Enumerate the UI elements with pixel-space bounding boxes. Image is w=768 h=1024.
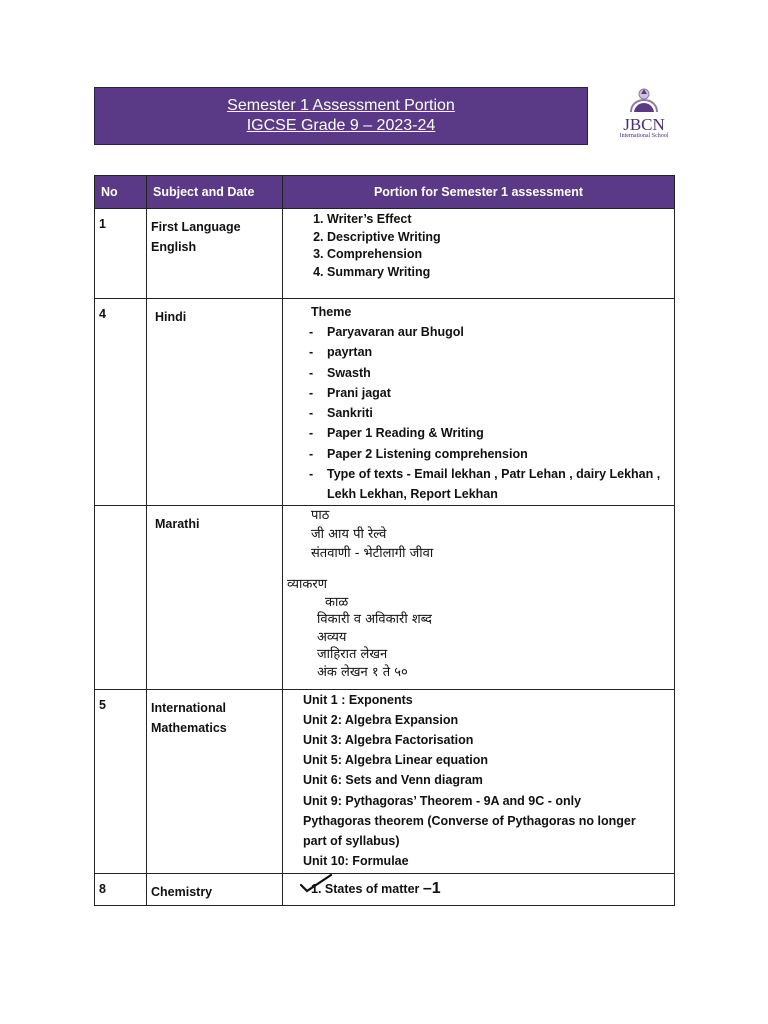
list-item: - Sankriti xyxy=(309,403,674,423)
list-item: अंक लेखन १ ते ५० xyxy=(317,664,408,680)
list-item: - Paper 2 Listening comprehension xyxy=(309,444,674,464)
list-item: जाहिरात लेखन xyxy=(317,647,388,663)
list-item: Unit 2: Algebra Expansion xyxy=(303,712,459,727)
subject-line: Chemistry xyxy=(151,884,213,899)
list-item: Unit 1 : Exponents xyxy=(303,692,413,707)
list-item: - Paryavaran aur Bhugol xyxy=(309,322,674,342)
table-row-hindi xyxy=(95,299,675,506)
portion-cell xyxy=(283,209,675,299)
list-item: - payrtan xyxy=(309,342,674,362)
school-logo xyxy=(604,86,684,144)
subject-cell xyxy=(147,505,283,689)
table-row-chemistry xyxy=(95,873,675,905)
list-item: काळ xyxy=(325,594,349,610)
subject-cell xyxy=(147,299,283,506)
list-item: अव्यय xyxy=(317,629,347,645)
subject-line: Hindi xyxy=(155,310,187,324)
math-unit-list xyxy=(283,690,674,872)
portion-cell xyxy=(283,873,675,905)
column-header-portion: Portion for Semester 1 assessment xyxy=(283,176,675,209)
item-number: 1. xyxy=(311,881,322,896)
row-number: 5 xyxy=(95,689,147,873)
list-item: 4. Summary Writing xyxy=(327,264,674,282)
list-item: जी आय पी रेल्वे xyxy=(311,526,387,542)
table-header-row xyxy=(95,176,675,209)
list-item: Unit 6: Sets and Venn diagram xyxy=(303,773,483,788)
table-row-marathi xyxy=(95,505,675,689)
subject-cell xyxy=(147,873,283,905)
assessment-table xyxy=(94,175,675,906)
portion-cell xyxy=(283,299,675,506)
subject-line: English xyxy=(151,240,197,254)
list-item: Unit 10: Formulae xyxy=(303,854,409,869)
row-number xyxy=(95,505,147,689)
column-header-subject: Subject and Date xyxy=(147,176,283,209)
column-header-no: No xyxy=(95,176,147,209)
portion-cell xyxy=(283,505,675,689)
subject-line: International xyxy=(151,700,227,715)
row-number: 1 xyxy=(95,209,147,299)
row-number: 8 xyxy=(95,873,147,905)
subject-line: First Language xyxy=(151,220,241,234)
chemistry-item xyxy=(283,874,674,902)
marathi-lessons xyxy=(283,506,674,563)
table-row-english xyxy=(95,209,675,299)
subject-cell xyxy=(147,209,283,299)
grammar-list xyxy=(283,594,674,682)
list-item: part of syllabus) xyxy=(303,834,400,849)
list-item: Unit 5: Algebra Linear equation xyxy=(303,753,488,768)
logo-brand: JBCN xyxy=(623,115,665,134)
list-item: - Paper 1 Reading & Writing xyxy=(309,423,674,443)
hindi-topic-list xyxy=(283,322,674,505)
subject-cell xyxy=(147,689,283,873)
handwritten-mark: –1 xyxy=(422,879,441,897)
handwritten-check-icon xyxy=(299,873,339,893)
table-row-mathematics xyxy=(95,689,675,873)
hindi-theme-heading: Theme xyxy=(311,305,352,319)
title-line-1: Semester 1 Assessment Portion xyxy=(227,97,455,114)
list-item: 3. Comprehension xyxy=(327,246,674,264)
list-item: 2. Descriptive Writing xyxy=(327,229,674,247)
subject-line: Mathematics xyxy=(151,720,227,735)
portion-cell xyxy=(283,689,675,873)
list-item: Unit 9: Pythagoras’ Theorem - 9A and 9C - only xyxy=(303,793,582,808)
list-item: - Prani jagat xyxy=(309,383,674,403)
crest-icon xyxy=(627,86,661,114)
title-banner xyxy=(94,87,588,145)
row-number: 4 xyxy=(95,299,147,506)
subject-line: Marathi xyxy=(155,516,200,531)
list-item: Pythagoras theorem (Converse of Pythagoras no longer xyxy=(303,813,636,828)
title-line-2: IGCSE Grade 9 – 2023-24 xyxy=(246,117,436,134)
logo-subtitle: International School xyxy=(619,133,669,139)
list-item: 1. Writer’s Effect xyxy=(327,211,674,229)
list-item: States of matter xyxy=(324,881,420,896)
list-item: विकारी व अविकारी शब्द xyxy=(317,612,432,628)
list-item: - Type of texts - Email lekhan , Patr Lehan , dairy Lekhan , Lekh Lekhan, Report Lekhan xyxy=(309,464,674,505)
list-item: - Swasth xyxy=(309,363,674,383)
list-item: संतवाणी - भेटीलागी जीवा xyxy=(311,545,434,561)
lesson-heading: पाठ xyxy=(311,507,330,523)
english-topic-list xyxy=(283,209,674,281)
list-item: Unit 3: Algebra Factorisation xyxy=(303,733,474,748)
grammar-heading: व्याकरण xyxy=(287,576,328,592)
